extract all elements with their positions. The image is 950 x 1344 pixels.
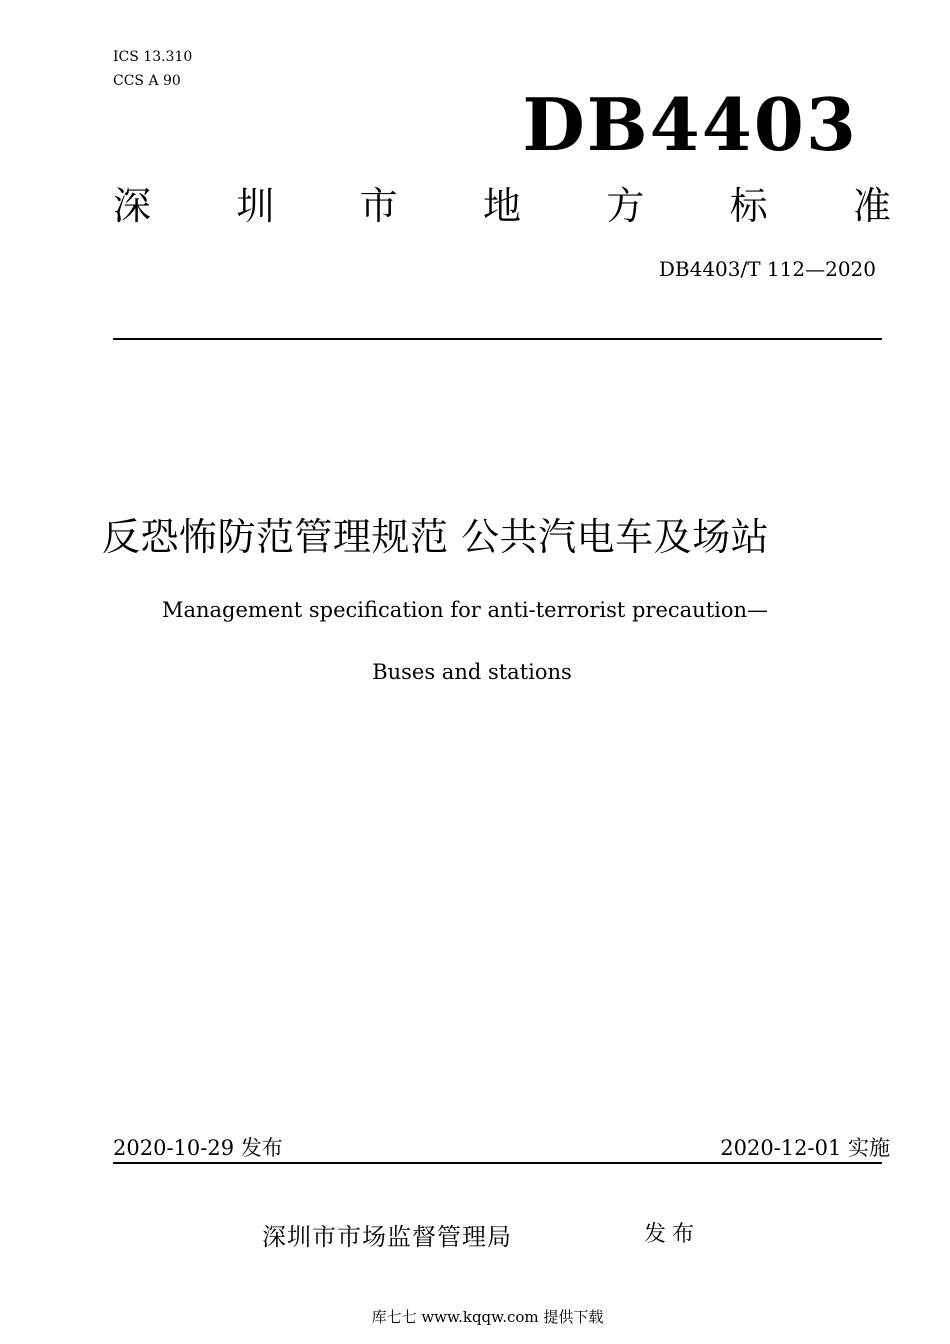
ccs-code: CCS A 90 [113, 73, 181, 89]
standard-type-title [113, 183, 891, 229]
title-chinese: 反恐怖防范管理规范 公共汽电车及场站 [102, 515, 770, 559]
implementation-date: 2020-12-01 实施 [720, 1136, 890, 1160]
bottom-divider [113, 1162, 882, 1164]
standard-type-char: 市 [359, 184, 398, 228]
title-english-line2: Buses and stations [372, 660, 572, 684]
standard-type-char: 方 [606, 184, 645, 228]
db-code: DB4403 [522, 82, 858, 167]
standard-type-char: 圳 [236, 184, 275, 228]
standard-type-char: 准 [852, 184, 891, 228]
footer-watermark: 库七七 www.kqqw.com 提供下载 [371, 1308, 604, 1326]
issuer-action: 发布 [644, 1222, 701, 1247]
top-divider [113, 338, 882, 340]
standard-type-char: 深 [113, 184, 152, 228]
issue-date: 2020-10-29 发布 [113, 1136, 283, 1160]
standard-type-char: 标 [729, 184, 768, 228]
issuer-name: 深圳市市场监督管理局 [262, 1223, 512, 1251]
standard-number: DB4403/T 112—2020 [658, 257, 876, 281]
standard-type-char: 地 [482, 184, 521, 228]
title-english-line1: Management specification for anti-terrorist precaution— [161, 598, 769, 622]
ics-code: ICS 13.310 [113, 49, 193, 65]
